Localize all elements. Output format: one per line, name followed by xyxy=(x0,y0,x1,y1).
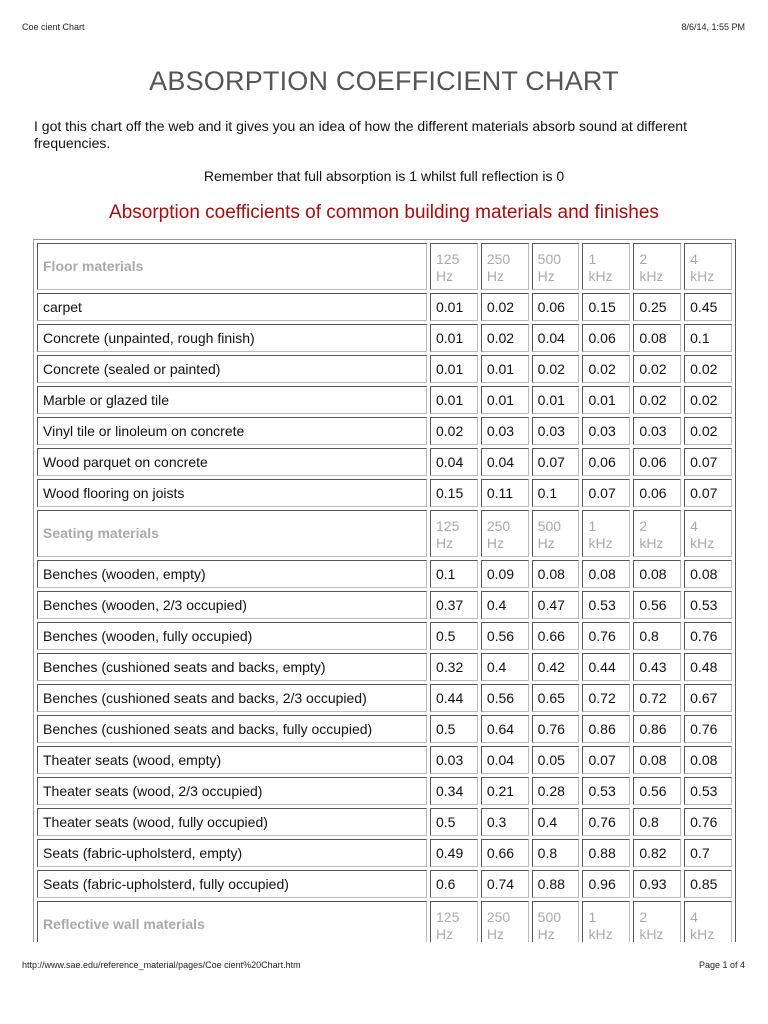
coefficient-cell: 0.53 xyxy=(582,591,630,619)
table-row xyxy=(37,479,732,507)
coefficient-cell: 0.02 xyxy=(532,355,580,383)
table-subtitle: Absorption coefficients of common building materials and finishes xyxy=(109,202,659,223)
coefficient-cell: 0.03 xyxy=(430,746,478,774)
coefficient-cell: 0.07 xyxy=(684,479,732,507)
coefficient-cell: 0.01 xyxy=(430,386,478,414)
coefficient-cell: 0.4 xyxy=(481,591,529,619)
coefficient-cell: 0.64 xyxy=(481,715,529,743)
coefficient-cell: 0.05 xyxy=(532,746,580,774)
coefficient-cell: 0.08 xyxy=(633,324,681,352)
coefficient-cell: 0.76 xyxy=(684,808,732,836)
frequency-header xyxy=(684,243,732,290)
material-name: Benches (wooden, 2/3 occupied) xyxy=(37,591,427,619)
material-name: Marble or glazed tile xyxy=(37,386,427,414)
frequency-unit: kHz xyxy=(588,926,613,942)
frequency-unit: Hz xyxy=(436,268,454,284)
coefficient-cell: 0.6 xyxy=(430,870,478,898)
frequency-header xyxy=(582,901,630,942)
frequency-header xyxy=(582,510,630,557)
coefficient-cell: 0.04 xyxy=(481,448,529,476)
table-row xyxy=(37,653,732,681)
section-header-row xyxy=(37,510,732,557)
table-row xyxy=(37,417,732,445)
coefficient-cell: 0.28 xyxy=(532,777,580,805)
print-footer-url: http://www.sae.edu/reference_material/pages/Coe cient%20Chart.htm xyxy=(22,960,301,970)
frequency-value: 500 xyxy=(537,518,562,534)
frequency-value: 250 xyxy=(486,909,511,925)
coefficient-cell: 0.49 xyxy=(430,839,478,867)
table-row xyxy=(37,870,732,898)
frequency-value: 4 xyxy=(690,251,698,267)
frequency-value: 1 xyxy=(588,518,597,534)
coefficient-cell: 0.53 xyxy=(582,777,630,805)
frequency-unit: Hz xyxy=(537,926,555,942)
coefficient-cell: 0.08 xyxy=(684,746,732,774)
coefficient-cell: 0.93 xyxy=(633,870,681,898)
coefficient-cell: 0.04 xyxy=(430,448,478,476)
frequency-value: 125 xyxy=(436,909,460,925)
coefficient-cell: 0.04 xyxy=(532,324,580,352)
frequency-unit: kHz xyxy=(639,268,664,284)
frequency-header xyxy=(532,510,580,557)
frequency-header xyxy=(633,901,681,942)
frequency-header xyxy=(481,510,529,557)
table-container xyxy=(33,239,736,942)
material-name: Seats (fabric-upholsterd, empty) xyxy=(37,839,427,867)
table-row xyxy=(37,839,732,867)
coefficient-cell: 0.56 xyxy=(481,684,529,712)
coefficient-cell: 0.15 xyxy=(430,479,478,507)
coefficient-cell: 0.02 xyxy=(633,355,681,383)
material-name: Wood flooring on joists xyxy=(37,479,427,507)
frequency-value: 125 xyxy=(436,251,460,267)
coefficient-cell: 0.72 xyxy=(582,684,630,712)
frequency-value: 1 xyxy=(588,251,597,267)
coefficient-cell: 0.08 xyxy=(582,560,630,588)
coefficient-cell: 0.01 xyxy=(430,324,478,352)
coefficient-cell: 0.07 xyxy=(684,448,732,476)
coefficient-cell: 0.56 xyxy=(481,622,529,650)
coefficient-cell: 0.8 xyxy=(633,622,681,650)
coefficient-cell: 0.66 xyxy=(481,839,529,867)
coefficient-cell: 0.4 xyxy=(532,808,580,836)
coefficient-cell: 0.4 xyxy=(481,653,529,681)
section-header-row xyxy=(37,901,732,942)
coefficient-cell: 0.56 xyxy=(633,591,681,619)
coefficient-cell: 0.44 xyxy=(582,653,630,681)
table-row xyxy=(37,560,732,588)
coefficient-cell: 0.96 xyxy=(582,870,630,898)
table-row xyxy=(37,715,732,743)
coefficient-cell: 0.45 xyxy=(684,293,732,321)
coefficient-cell: 0.5 xyxy=(430,715,478,743)
frequency-unit: kHz xyxy=(690,535,715,551)
intro-text: I got this chart off the web and it gives you an idea of how the different materials absorb sound at different frequencies. xyxy=(34,118,687,151)
frequency-unit: kHz xyxy=(639,535,664,551)
coefficient-cell: 0.01 xyxy=(481,355,529,383)
coefficient-cell: 0.34 xyxy=(430,777,478,805)
table-row xyxy=(37,355,732,383)
coefficient-cell: 0.06 xyxy=(633,448,681,476)
frequency-value: 1 xyxy=(588,909,597,925)
material-name: carpet xyxy=(37,293,427,321)
coefficient-cell: 0.76 xyxy=(684,715,732,743)
coefficient-cell: 0.76 xyxy=(582,622,630,650)
material-name: Benches (cushioned seats and backs, 2/3 occupied) xyxy=(37,684,427,712)
frequency-unit: Hz xyxy=(436,535,454,551)
frequency-header xyxy=(532,243,580,290)
frequency-value: 250 xyxy=(486,251,511,267)
coefficient-cell: 0.03 xyxy=(633,417,681,445)
table-row xyxy=(37,293,732,321)
material-name: Benches (cushioned seats and backs, fully occupied) xyxy=(37,715,427,743)
material-name: Theater seats (wood, empty) xyxy=(37,746,427,774)
frequency-header xyxy=(430,901,478,942)
material-name: Vinyl tile or linoleum on concrete xyxy=(37,417,427,445)
frequency-value: 2 xyxy=(639,251,648,267)
coefficient-cell: 0.3 xyxy=(481,808,529,836)
print-header-title: Coe cient Chart xyxy=(22,22,85,32)
frequency-unit: kHz xyxy=(588,535,613,551)
coefficient-cell: 0.47 xyxy=(532,591,580,619)
table-row xyxy=(37,777,732,805)
frequency-value: 500 xyxy=(537,251,562,267)
coefficient-cell: 0.01 xyxy=(430,355,478,383)
coefficient-cell: 0.85 xyxy=(684,870,732,898)
frequency-header xyxy=(633,243,681,290)
coefficient-cell: 0.43 xyxy=(633,653,681,681)
coefficient-cell: 0.86 xyxy=(633,715,681,743)
table-row xyxy=(37,324,732,352)
coefficient-cell: 0.42 xyxy=(532,653,580,681)
coefficient-cell: 0.76 xyxy=(532,715,580,743)
frequency-header xyxy=(481,901,529,942)
coefficient-cell: 0.1 xyxy=(684,324,732,352)
coefficient-cell: 0.09 xyxy=(481,560,529,588)
frequency-unit: kHz xyxy=(690,926,715,942)
coefficient-cell: 0.82 xyxy=(633,839,681,867)
material-name: Seats (fabric-upholsterd, fully occupied) xyxy=(37,870,427,898)
frequency-value: 125 xyxy=(436,518,460,534)
coefficient-cell: 0.74 xyxy=(481,870,529,898)
print-footer-page: Page 1 of 4 xyxy=(698,960,745,970)
frequency-value: 4 xyxy=(690,518,698,534)
coefficient-cell: 0.02 xyxy=(582,355,630,383)
coefficient-cell: 0.02 xyxy=(481,324,529,352)
coefficient-cell: 0.08 xyxy=(684,560,732,588)
coefficient-cell: 0.88 xyxy=(582,839,630,867)
material-name: Benches (wooden, empty) xyxy=(37,560,427,588)
coefficient-cell: 0.56 xyxy=(633,777,681,805)
coefficient-cell: 0.02 xyxy=(684,417,732,445)
material-name: Wood parquet on concrete xyxy=(37,448,427,476)
coefficient-cell: 0.72 xyxy=(633,684,681,712)
coefficient-cell: 0.07 xyxy=(582,479,630,507)
coefficient-cell: 0.07 xyxy=(582,746,630,774)
section-name: Seating materials xyxy=(37,510,427,557)
frequency-unit: Hz xyxy=(436,926,454,942)
frequency-value: 500 xyxy=(537,909,562,925)
frequency-unit: Hz xyxy=(486,268,504,284)
material-name: Theater seats (wood, fully occupied) xyxy=(37,808,427,836)
coefficient-cell: 0.06 xyxy=(582,448,630,476)
frequency-header xyxy=(532,901,580,942)
print-header-datetime: 8/6/14, 1:55 PM xyxy=(681,22,745,32)
coefficient-cell: 0.5 xyxy=(430,808,478,836)
frequency-unit: Hz xyxy=(537,268,555,284)
frequency-header xyxy=(684,901,732,942)
frequency-unit: Hz xyxy=(537,535,555,551)
coefficient-cell: 0.02 xyxy=(481,293,529,321)
material-name: Concrete (unpainted, rough finish) xyxy=(37,324,427,352)
coefficient-cell: 0.44 xyxy=(430,684,478,712)
coefficient-cell: 0.02 xyxy=(684,386,732,414)
coefficient-cell: 0.11 xyxy=(481,479,529,507)
frequency-header xyxy=(430,510,478,557)
table-row xyxy=(37,386,732,414)
coefficient-cell: 0.53 xyxy=(684,777,732,805)
coefficient-cell: 0.01 xyxy=(430,293,478,321)
coefficient-cell: 0.37 xyxy=(430,591,478,619)
table-row xyxy=(37,622,732,650)
coefficient-cell: 0.8 xyxy=(532,839,580,867)
coefficient-cell: 0.8 xyxy=(633,808,681,836)
coefficient-cell: 0.76 xyxy=(684,622,732,650)
coefficient-cell: 0.67 xyxy=(684,684,732,712)
material-name: Theater seats (wood, 2/3 occupied) xyxy=(37,777,427,805)
coefficient-cell: 0.08 xyxy=(532,560,580,588)
coefficient-cell: 0.03 xyxy=(481,417,529,445)
table-row xyxy=(37,684,732,712)
coefficient-cell: 0.02 xyxy=(684,355,732,383)
frequency-header xyxy=(430,243,478,290)
coefficient-cell: 0.86 xyxy=(582,715,630,743)
coefficient-cell: 0.1 xyxy=(532,479,580,507)
coefficient-cell: 0.08 xyxy=(633,746,681,774)
coefficient-cell: 0.7 xyxy=(684,839,732,867)
section-name: Floor materials xyxy=(37,243,427,290)
page-title: ABSORPTION COEFFICIENT CHART xyxy=(149,66,619,96)
frequency-unit: kHz xyxy=(588,268,613,284)
coefficient-cell: 0.04 xyxy=(481,746,529,774)
table-row xyxy=(37,448,732,476)
coefficient-cell: 0.48 xyxy=(684,653,732,681)
absorption-table xyxy=(33,239,736,942)
material-name: Concrete (sealed or painted) xyxy=(37,355,427,383)
coefficient-cell: 0.07 xyxy=(532,448,580,476)
coefficient-cell: 0.25 xyxy=(633,293,681,321)
frequency-value: 2 xyxy=(639,909,648,925)
coefficient-cell: 0.01 xyxy=(532,386,580,414)
table-row xyxy=(37,746,732,774)
frequency-header xyxy=(481,243,529,290)
coefficient-cell: 0.15 xyxy=(582,293,630,321)
coefficient-cell: 0.21 xyxy=(481,777,529,805)
coefficient-cell: 0.1 xyxy=(430,560,478,588)
frequency-value: 4 xyxy=(690,909,698,925)
coefficient-cell: 0.03 xyxy=(582,417,630,445)
frequency-value: 250 xyxy=(486,518,511,534)
section-header-row xyxy=(37,243,732,290)
section-name: Reflective wall materials xyxy=(37,901,427,942)
coefficient-cell: 0.76 xyxy=(582,808,630,836)
coefficient-cell: 0.53 xyxy=(684,591,732,619)
frequency-unit: kHz xyxy=(690,268,715,284)
coefficient-cell: 0.5 xyxy=(430,622,478,650)
coefficient-cell: 0.65 xyxy=(532,684,580,712)
coefficient-cell: 0.02 xyxy=(633,386,681,414)
coefficient-cell: 0.08 xyxy=(633,560,681,588)
frequency-unit: Hz xyxy=(486,535,504,551)
coefficient-cell: 0.32 xyxy=(430,653,478,681)
material-name: Benches (cushioned seats and backs, empty) xyxy=(37,653,427,681)
frequency-unit: Hz xyxy=(486,926,504,942)
table-row xyxy=(37,808,732,836)
coefficient-cell: 0.06 xyxy=(633,479,681,507)
frequency-unit: kHz xyxy=(639,926,664,942)
coefficient-cell: 0.01 xyxy=(481,386,529,414)
frequency-header xyxy=(582,243,630,290)
frequency-value: 2 xyxy=(639,518,648,534)
coefficient-cell: 0.88 xyxy=(532,870,580,898)
coefficient-cell: 0.03 xyxy=(532,417,580,445)
coefficient-cell: 0.01 xyxy=(582,386,630,414)
coefficient-cell: 0.02 xyxy=(430,417,478,445)
frequency-header xyxy=(633,510,681,557)
coefficient-cell: 0.66 xyxy=(532,622,580,650)
table-row xyxy=(37,591,732,619)
frequency-header xyxy=(684,510,732,557)
material-name: Benches (wooden, fully occupied) xyxy=(37,622,427,650)
coefficient-cell: 0.06 xyxy=(582,324,630,352)
remember-note: Remember that full absorption is 1 whilst full reflection is 0 xyxy=(203,168,565,184)
coefficient-cell: 0.06 xyxy=(532,293,580,321)
